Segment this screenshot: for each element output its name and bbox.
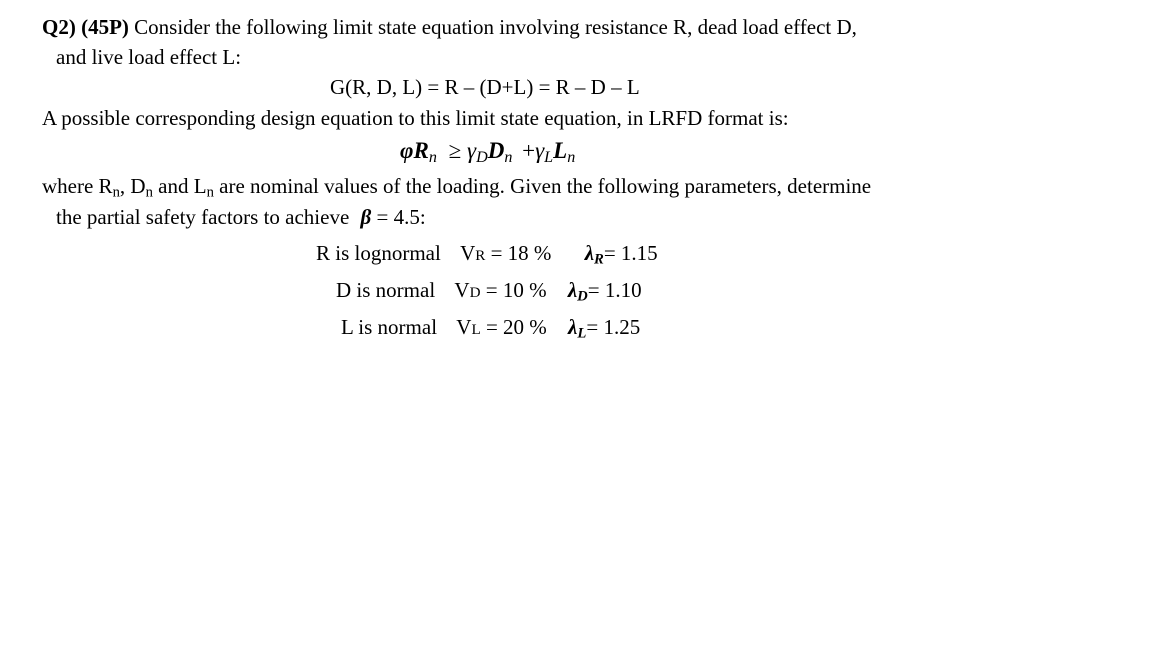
eq-R: R — [413, 138, 429, 163]
where-sub-n3: n — [206, 184, 214, 201]
limit-state-equation: G(R, D, L) = R – (D+L) = R – D – L — [330, 75, 640, 99]
param-v: VD = 10 % — [454, 278, 547, 302]
where-text-d: are nominal values of the loading. Given the following parameters, determine — [213, 174, 872, 198]
where-sub-n1: n — [112, 184, 120, 201]
eq-L-n-sub: n — [567, 149, 576, 167]
eq-D-n-sub: n — [504, 149, 513, 167]
gamma-D-sub: D — [476, 149, 488, 167]
question-label: Q2) (45P) — [42, 15, 129, 39]
geq-symbol: ≥ — [448, 138, 462, 163]
eq-D: D — [487, 138, 505, 163]
eq-n-sub: n — [428, 149, 437, 167]
where-text-c: and L — [152, 174, 207, 198]
param-row-R — [316, 241, 658, 268]
param-v: VR = 18 % — [460, 241, 552, 265]
where-sub-n2: n — [145, 184, 153, 201]
phi-symbol: φ — [400, 138, 414, 163]
beta-value: = 4.5: — [376, 205, 426, 229]
param-lambda: $\lambda_R= 1.15$ — [584, 241, 658, 268]
param-dist: L is normal — [341, 315, 438, 339]
param-lambda: $\lambda_L= 1.25$ — [568, 315, 641, 342]
where-text-a: where R — [42, 174, 113, 198]
param-v: VL = 20 % — [456, 315, 547, 339]
beta-symbol: β — [360, 205, 372, 229]
gamma-L-symbol: γ — [535, 138, 545, 163]
param-lambda: $\lambda_D= 1.10$ — [567, 278, 642, 305]
where-line-2 — [56, 207, 426, 228]
intro-text-1: Consider the following limit state equation involving resistance R, dead load effect D, — [134, 15, 857, 39]
param-dist: R is lognormal — [316, 241, 441, 265]
design-equation — [400, 138, 576, 167]
where-text-b: , D — [119, 174, 146, 198]
intro-text-2: and live load effect L: — [56, 45, 242, 69]
design-intro-text: A possible corresponding design equation to this limit state equation, in LRFD format is: — [42, 106, 789, 130]
param-row-D — [336, 278, 642, 305]
param-dist: D is normal — [336, 278, 436, 302]
gamma-D-symbol: γ — [466, 138, 477, 163]
plus-symbol: + — [522, 138, 536, 163]
param-row-L — [341, 315, 641, 342]
gamma-L-sub: L — [544, 149, 554, 167]
where-line-1 — [42, 174, 872, 201]
question-intro-line — [42, 17, 857, 38]
eq-L: L — [553, 138, 568, 163]
where-text-2: the partial safety factors to achieve — [56, 205, 350, 229]
